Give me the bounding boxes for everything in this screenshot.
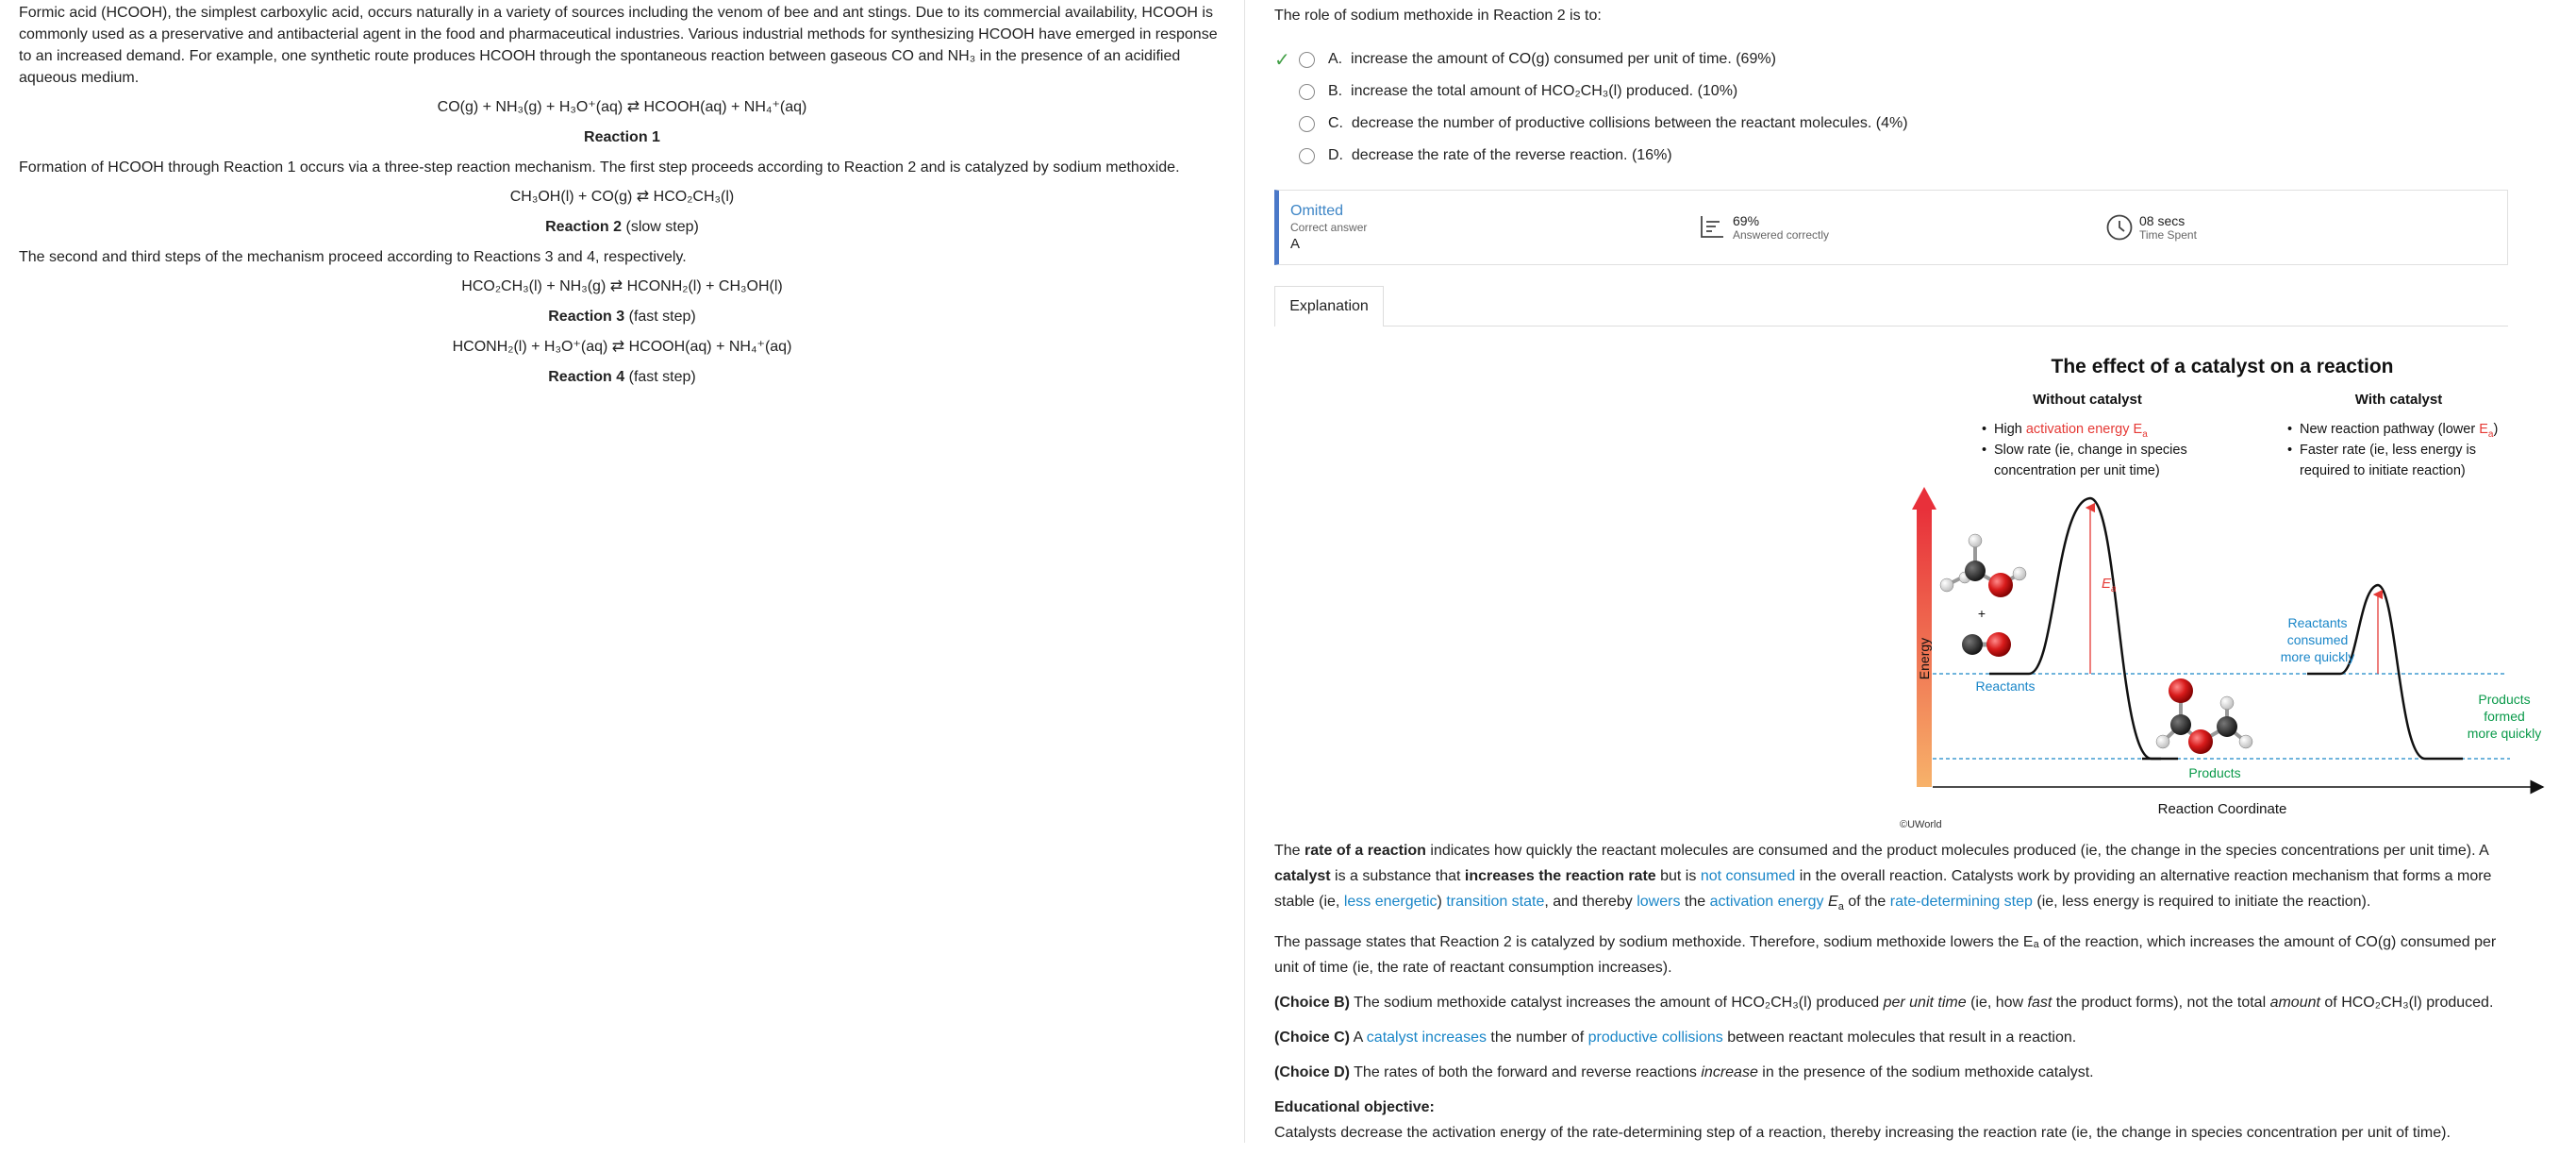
choice-letter: C.: [1328, 115, 1343, 131]
catalyst-energy-diagram: [1538, 349, 2576, 840]
uncatalyzed-curve: [1989, 498, 2178, 759]
copyright-text: ©UWorld: [1900, 819, 1942, 830]
choice-b[interactable]: [1274, 77, 2123, 106]
ea-label: $E_a$: [2102, 576, 2117, 594]
catalyst-increases-link[interactable]: catalyst increases: [1366, 1029, 1487, 1046]
mechanism-text: Formation of HCOOH through Reaction 1 occurs via a three-step reaction mechanism. The first step proceeds according to Reaction 2 and is catalyzed by sodium methoxide.: [19, 159, 1180, 176]
reaction-1-equation: CO(g) + NH₃(g) + H₃O⁺(aq) ⇄ HCOOH(aq) + NH₄⁺(aq): [437, 99, 807, 115]
with-bullet-2b: required to initiate reaction): [2300, 463, 2466, 478]
not-consumed-link[interactable]: not consumed: [1700, 868, 1796, 884]
correct-answer-value: A: [1290, 236, 1301, 252]
correct-check-icon: ✓: [1274, 49, 1290, 71]
without-catalyst-heading: Without catalyst: [2033, 392, 2142, 408]
tab-explanation[interactable]: Explanation: [1274, 286, 1384, 326]
choice-text: increase the amount of CO(g) consumed per unit of time. (69%): [1351, 51, 1776, 67]
energy-axis-label: Energy: [1917, 637, 1932, 680]
reaction-2-label: Reaction 2 (slow step): [545, 219, 699, 235]
plus-sign: +: [1977, 606, 1986, 621]
choice-text: decrease the rate of the reverse reaction. (16%): [1351, 147, 1672, 163]
figure-title: The effect of a catalyst on a reaction: [2051, 356, 2394, 377]
bullet-dot: •: [1982, 443, 1987, 458]
products-label: Products: [2188, 765, 2241, 780]
explanation-paragraph-2: The passage states that Reaction 2 is catalyzed by sodium methoxide. Therefore, sodium methoxide lowers the Eₐ of the reaction, which increases the amount of CO(g) consumed per unit of time (ie, the rate of reactant consumption increases).: [1274, 934, 2497, 977]
reaction-coordinate-label: Reaction Coordinate: [2157, 801, 2287, 817]
bullet-dot: •: [2287, 443, 2293, 458]
choice-a[interactable]: [1274, 45, 2123, 74]
reaction-2-equation: CH₃OH(l) + CO(g) ⇄ HCO₂CH₃(l): [509, 189, 735, 205]
rate-determining-step-link[interactable]: rate-determining step: [1889, 894, 2033, 910]
passage-pane: [0, 0, 1245, 1143]
explanation-text: [1274, 838, 2505, 1155]
educational-objective-label: Educational objective:: [1274, 1099, 1435, 1116]
without-bullet-2: Slow rate (ie, change in species: [1994, 443, 2187, 458]
percent-value: 69%: [1733, 213, 1760, 228]
with-catalyst-heading: With catalyst: [2354, 392, 2443, 408]
reaction-4-equation: HCONH₂(l) + H₃O⁺(aq) ⇄ HCOOH(aq) + NH₄⁺(aq): [452, 339, 792, 355]
with-bullet-2: Faster rate (ie, less energy is: [2300, 443, 2476, 458]
methanol-molecule-icon: [1940, 534, 2026, 597]
choice-text: increase the total amount of HCO₂CH₃(l) produced. (10%): [1351, 83, 1738, 99]
activation-energy-link[interactable]: activation energy: [1709, 894, 1824, 910]
radio-button[interactable]: [1299, 52, 1315, 68]
methyl-formate-molecule-icon: [2156, 678, 2252, 754]
reactants-label: Reactants: [1975, 678, 2036, 694]
bullet-dot: •: [2287, 422, 2293, 437]
choice-b-explanation: (Choice B) The sodium methoxide catalyst increases the amount of HCO₂CH₃(l) produced per unit time (ie, how fast the product forms), not the total amount of HCO₂CH₃(l) produced.: [1274, 995, 2494, 1012]
consumed-line-1: Reactants: [2287, 615, 2348, 630]
percent-block: [1699, 213, 1829, 243]
choice-letter: A.: [1328, 51, 1343, 67]
reaction-1-label: Reaction 1: [584, 129, 660, 145]
radio-button[interactable]: [1299, 116, 1315, 132]
reaction-3-label: Reaction 3 (fast step): [548, 309, 696, 325]
bullet-dot: •: [1982, 422, 1987, 437]
bar-chart-icon: [1699, 213, 1725, 240]
answer-stats-bar: [1274, 190, 2508, 265]
without-bullet-1: High activation energy $E_a$: [1994, 422, 2148, 440]
carbon-monoxide-molecule-icon: [1962, 632, 2011, 657]
transition-state-link[interactable]: transition state: [1446, 894, 1545, 910]
formed-line-3: more quickly: [2467, 726, 2542, 741]
steps-text: The second and third steps of the mechanism proceed according to Reactions 3 and 4, respectively.: [19, 249, 687, 265]
question-stem: The role of sodium methoxide in Reaction 2 is to:: [1274, 8, 1602, 24]
choice-letter: B.: [1328, 83, 1343, 99]
with-bullet-1: New reaction pathway (lower $E_a$): [2300, 422, 2499, 440]
explanation-paragraph-1: The rate of a reaction indicates how quickly the reactant molecules are consumed and the product molecules produced (ie, the change in the species concentrations per unit time). A catalyst is a substance that increases the reaction rate but is not consumed in the overall reaction. Catalysts work by providing an alternative reaction mechanism that forms a more stable (ie, less energetic) transition state, and thereby lowers the activation energy $E_a$ of the rate-determining step (ie, less energy is required to initiate the reaction).: [1274, 843, 2492, 913]
formed-line-1: Products: [2478, 692, 2531, 707]
reaction-3-equation: HCO₂CH₃(l) + NH₃(g) ⇄ HCONH₂(l) + CH₃OH(l): [461, 278, 783, 294]
status-block: [1290, 202, 1367, 254]
productive-collisions-link[interactable]: productive collisions: [1587, 1029, 1723, 1046]
energy-axis-arrowhead: [1912, 487, 1936, 510]
lowers-link[interactable]: lowers: [1637, 894, 1681, 910]
choice-c-explanation: (Choice C) A catalyst increases the number of productive collisions between reactant molecules that result in a reaction.: [1274, 1029, 2077, 1046]
choice-d[interactable]: [1274, 142, 2123, 170]
radio-button[interactable]: [1299, 84, 1315, 100]
time-value: 08 secs: [2139, 213, 2185, 228]
choice-c[interactable]: [1274, 109, 2123, 138]
question-pane: [1274, 0, 2542, 1143]
less-energetic-link[interactable]: less energetic: [1343, 894, 1438, 910]
correct-answer-label: Correct answer: [1290, 221, 1368, 234]
formed-line-2: formed: [2484, 709, 2525, 724]
consumed-line-3: more quickly: [2280, 649, 2355, 664]
choice-text: decrease the number of productive collisions between the reactant molecules. (4%): [1351, 115, 1908, 131]
choice-letter: D.: [1328, 147, 1343, 163]
time-label: Time Spent: [2139, 228, 2197, 242]
clock-icon: [2105, 213, 2134, 242]
educational-objective-text: Catalysts decrease the activation energy of the rate-determining step of a reaction, thereby increasing the reaction rate (ie, the change in species concentration per unit of time).: [1274, 1125, 2451, 1142]
catalyzed-curve: [2307, 585, 2463, 759]
time-block: [2105, 213, 2197, 243]
passage-intro: Formic acid (HCOOH), the simplest carboxylic acid, occurs naturally in a variety of sources including the venom of bee and ant stings. Due to its commercial availability, HCOOH is commonly used as a preservative and antibacterial agent in the food and pharmaceutical industries. Various industrial methods for synthesizing HCOOH have emerged in response to an increased demand. For example, one synthetic route produces HCOOH through the spontaneous reaction between gaseous CO and NH₃ in the presence of an acidified aqueous medium.: [19, 5, 1218, 86]
percent-label: Answered correctly: [1733, 228, 1830, 242]
without-bullet-2b: concentration per unit time): [1994, 463, 2160, 478]
choice-d-explanation: (Choice D) The rates of both the forward and reverse reactions increase in the presence of the sodium methoxide catalyst.: [1274, 1064, 2094, 1081]
consumed-line-2: consumed: [2286, 632, 2349, 647]
reaction-4-label: Reaction 4 (fast step): [548, 369, 696, 385]
status-omitted: Omitted: [1290, 203, 1344, 219]
radio-button[interactable]: [1299, 148, 1315, 164]
